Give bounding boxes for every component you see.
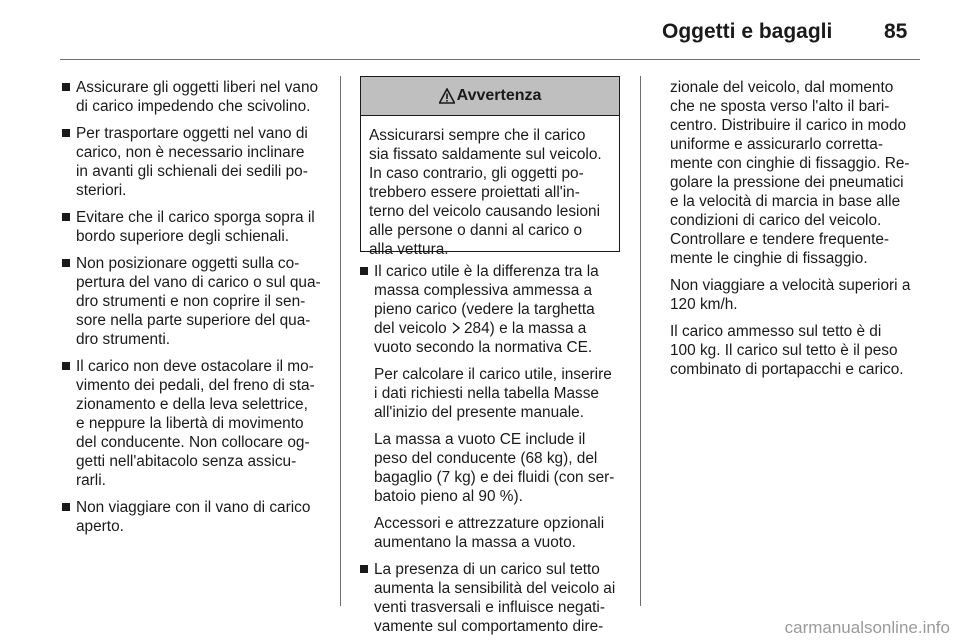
text-line: condizioni di carico del veicolo. [670,212,882,229]
text-line: Per calcolare il carico utile, inserire [374,366,612,383]
text-line: La presenza di un carico sul tetto [374,561,600,578]
text-line: zionamento e della leva selettrice, [76,396,308,413]
column-divider [340,76,341,606]
text-line: dro strumenti. [76,331,171,348]
text-line: Il carico ammesso sul tetto è di [670,323,882,340]
bullet-square-icon [62,83,70,91]
header-rule [60,59,920,60]
text-line: terno del veicolo causando lesioni [369,203,601,220]
paragraph [670,78,926,268]
text-line: combinato di portapacchi e carico. [670,361,904,378]
list-item [62,78,330,116]
column-1 [62,78,330,544]
text-line: Assicurarsi sempre che il carico [369,127,586,144]
page-number: 85 [884,20,908,43]
text-line: 120 km/h. [670,296,738,313]
text-line: del conducente. Non collocare og- [76,434,310,451]
text-line: steriori. [76,182,127,199]
list-item [62,498,330,536]
text-line [374,319,628,338]
watermark: carmanualsonline.info [784,618,950,637]
bullet-square-icon [62,362,70,370]
text-line: mente con cinghie di fissaggio. Re- [670,155,910,172]
text-line: venti trasversali e influisce negati- [374,599,605,616]
page-header [0,0,960,60]
text-line: 100 kg. Il carico sul tetto è il peso [670,342,898,359]
text-line: Il carico utile è la differenza tra la [374,263,599,280]
text-line: trebbero essere proiettati all'in- [369,184,580,201]
text-line: in avanti gli schienali dei sedili po- [76,163,308,180]
text-line: aperto. [76,518,124,535]
text-line: uniforme e assicurarlo corretta- [670,136,883,153]
text-line: e neppure la libertà di movimento [76,415,304,432]
text-line: dro strumenti e non coprire il sen- [76,293,306,310]
text-line: e la velocità di marcia in base alle [670,193,901,210]
text-line: pertura del vano di carico o sul qua- [76,274,321,291]
text-line: che ne sposta verso l'alto il bari- [670,98,890,115]
text-line: centro. Distribuire il carico in modo [670,117,907,134]
bullet-square-icon [62,503,70,511]
bullet-square-icon [62,129,70,137]
sub-paragraph [374,514,628,552]
text-line: aumentano la massa a vuoto. [374,534,576,551]
text-line: Il carico non deve ostacolare il mo- [76,358,314,375]
text-line: rarli. [76,472,106,489]
text-line: Per trasportare oggetti nel vano di [76,125,308,142]
text-line: bagaglio (7 kg) e dei fluidi (con ser- [374,469,615,486]
sub-paragraph [374,430,628,506]
text-line: bordo superiore degli schienali. [76,228,290,245]
text-line: alle persone o danni al carico o [369,222,583,239]
warning-body [361,116,619,259]
text-line: Controllare e tendere frequente- [670,231,890,248]
text-line: golare la pressione dei pneumatici [670,174,904,191]
section-title: Oggetti e bagagli [662,20,833,43]
list-item [360,262,628,552]
text-line: zionale del veicolo, dal momento [670,79,894,96]
text-line: di carico impedendo che scivolino. [76,98,311,115]
text-line: massa complessiva ammessa a [374,282,593,299]
text-line: sia fissato saldamente sul veicolo. [369,146,602,163]
ref-text: del veicolo [374,320,451,337]
text-line: sore nella parte superiore del qua- [76,312,311,329]
column-2 [360,262,628,644]
text-line: peso del conducente (68 kg), del [374,450,598,467]
text-line: vamente sul comportamento dire- [374,618,604,635]
warning-box [360,76,620,258]
paragraph [670,276,926,314]
text-line: i dati richiesti nella tabella Masse [374,385,599,402]
sub-paragraph [374,365,628,422]
text-line: mente le cinghie di fissaggio. [670,250,868,267]
text-line: Assicurare gli oggetti liberi nel vano [76,79,319,96]
warning-header [361,77,619,116]
text-line: Evitare che il carico sporga sopra il [76,209,315,226]
text-line: Non viaggiare con il vano di carico [76,499,311,516]
warning-triangle-icon [439,88,455,104]
text-line: Accessori e attrezzature opzionali [374,515,605,532]
text-line: pieno carico (vedere la targhetta [374,301,595,318]
column-3 [670,78,926,387]
text-line: In caso contrario, gli oggetti po- [369,165,584,182]
bullet-square-icon [62,259,70,267]
text-line: alla vettura. [369,241,449,258]
bullet-square-icon [360,565,368,573]
page-reference-icon [451,322,461,334]
list-item [360,560,628,636]
text-line: vuoto secondo la normativa CE. [374,339,593,356]
text-line: vimento dei pedali, del freno di sta- [76,377,315,394]
list-item [62,208,330,246]
text-line: all'inizio del presente manuale. [374,404,584,421]
list-item [62,357,330,490]
text-line: Non viaggiare a velocità superiori a [670,277,911,294]
column-divider [640,76,641,606]
text-line: batoio pieno al 90 %). [374,488,523,505]
text-line: aumenta la sensibilità del veicolo ai [374,580,616,597]
text-line: carico, non è necessario inclinare [76,144,305,161]
paragraph [670,322,926,379]
list-item [62,254,330,349]
warning-title: Avvertenza [456,87,542,104]
ref-text: 284) e la massa a [464,320,587,337]
bullet-square-icon [360,267,368,275]
text-line: Non posizionare oggetti sulla co- [76,255,300,272]
text-line: La massa a vuoto CE include il [374,431,586,448]
list-item [62,124,330,200]
bullet-square-icon [62,213,70,221]
text-line: getti nell'abitacolo senza assicu- [76,453,297,470]
